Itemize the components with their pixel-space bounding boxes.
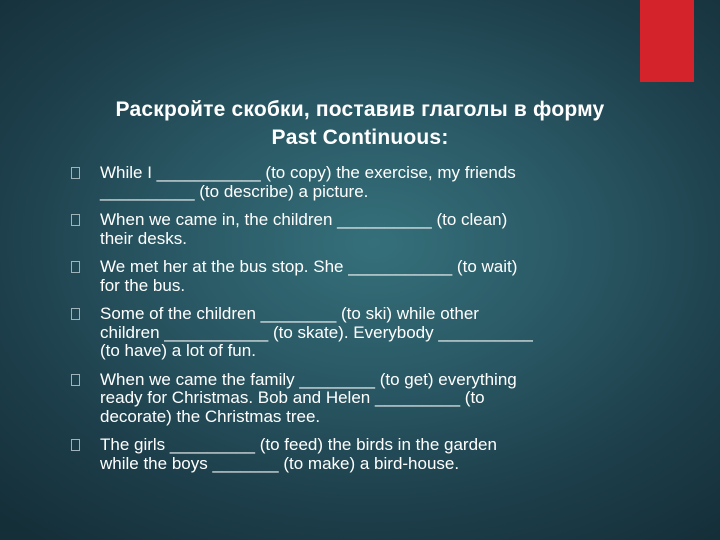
exercise-line: decorate) the Christmas tree. (100, 406, 321, 426)
exercise-line: While I ___________ (to copy) the exercise, my friends (100, 163, 516, 182)
exercise-line: __________ (to describe) a picture. (100, 181, 369, 201)
exercise-list (72, 164, 632, 483)
exercise-line: The girls _________ (to feed) the birds in the garden (100, 435, 497, 454)
bullet-box-icon (71, 308, 80, 320)
exercise-item-1 (72, 164, 632, 201)
slide-title-line-2: Past Continuous: (271, 126, 449, 149)
exercise-line: children ___________ (to skate). Everybody __________ (100, 322, 533, 342)
exercise-item-6 (72, 436, 632, 473)
slide-title-line-1: Раскройте скобки, поставив глаголы в форму (115, 98, 605, 121)
exercise-item-3 (72, 258, 632, 295)
bullet-box-icon (71, 374, 80, 386)
exercise-item-4 (72, 305, 632, 361)
exercise-item-2 (72, 211, 632, 248)
red-accent-bar (640, 0, 694, 82)
exercise-line: When we came in, the children __________ (to clean) (100, 210, 508, 229)
exercise-line: their desks. (100, 228, 187, 248)
exercise-line: for the bus. (100, 275, 186, 295)
bullet-box-icon (71, 261, 80, 273)
exercise-line: When we came the family ________ (to get) everything (100, 369, 517, 389)
bullet-box-icon (71, 439, 80, 451)
exercise-item-5 (72, 371, 632, 427)
bullet-box-icon (71, 167, 80, 179)
exercise-line: We met her at the bus stop. She ___________ (to wait) (100, 257, 518, 276)
exercise-line: while the boys _______ (to make) a bird-house. (100, 453, 460, 473)
slide-title (40, 96, 680, 152)
exercise-line: Some of the children ________ (to ski) while other (100, 304, 479, 323)
exercise-line: ready for Christmas. Bob and Helen _________ (to (100, 388, 485, 407)
bullet-box-icon (71, 214, 80, 226)
exercise-line: (to have) a lot of fun. (100, 341, 256, 360)
